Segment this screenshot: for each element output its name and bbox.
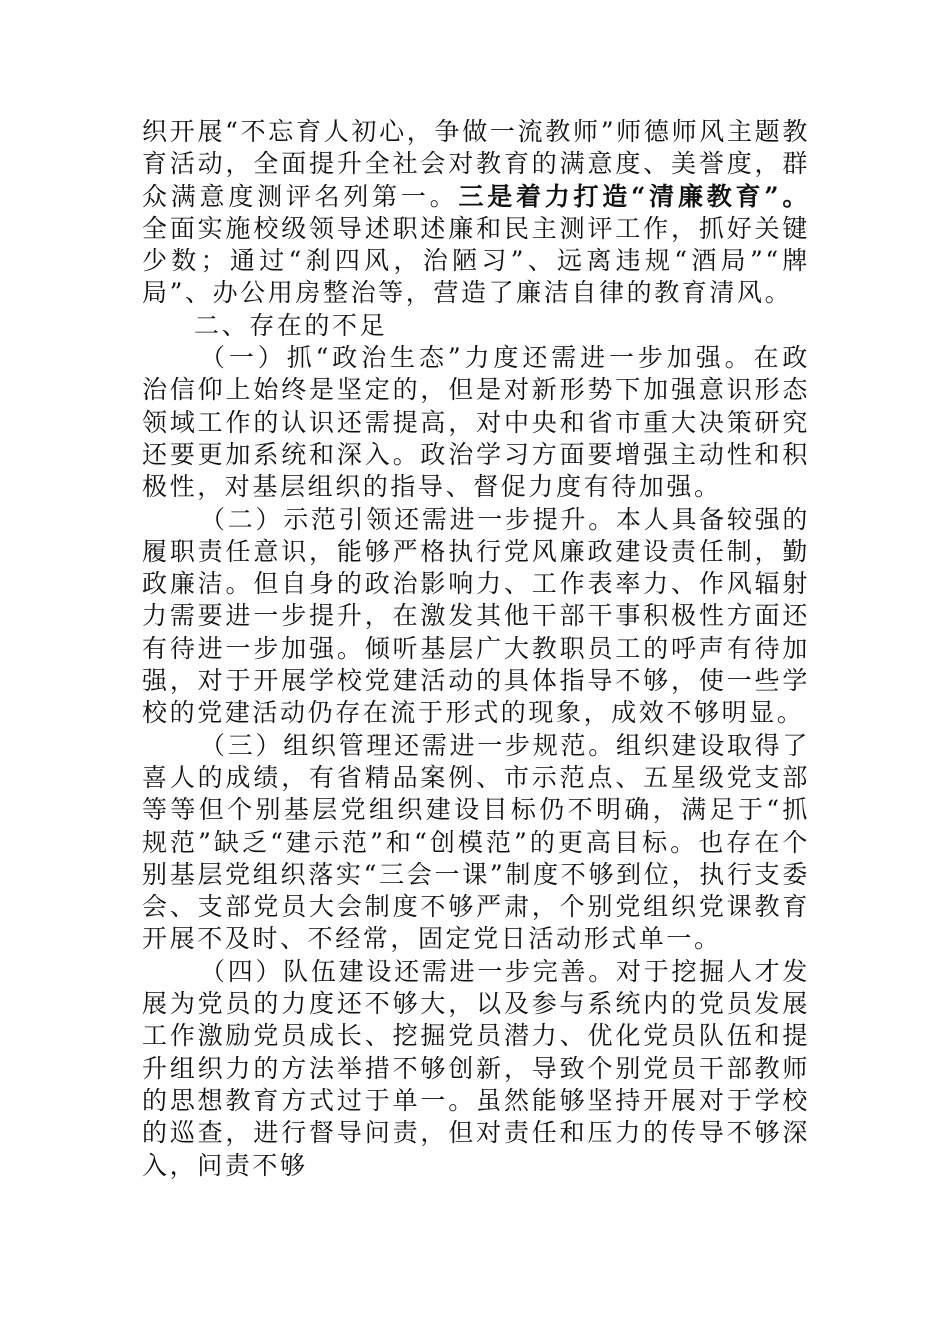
item-body: 组织建设取得了喜人的成绩，有省精品案例、市示范点、五星级党支部等等但个别基层党组织建设目标仍不明确，满足于“抓规范”缺乏“建示范”和“创模范”的更高目标。也存在个别基层党组织落实“三会一课”制度不够到位，执行支委会、支部党员大会制度不够严肃，个别党组织党课教育开展不及时、不经常，固定党日活动形式单一。 [142,730,810,954]
paragraph-text: 全面实施校级领导述职述廉和民主测评工作，抓好关键少数；通过“刹四风，治陋习”、远离违规“酒局”“牌局”、办公用房整治等，营造了廉洁自律的教育清风。 [142,213,810,308]
paragraph-text: 织开展“不忘育人初心，争做一流教师”师德师风主题教育活动，全面提升全社会对教育的满意度、美誉度，群众满意度测评名列第一。 [142,117,810,211]
paragraph-item-3 [142,730,810,956]
paragraph-bold-lead: 三是着力打造“清廉教育”。 [458,181,810,211]
paragraph-continued [142,116,810,310]
item-body: 对于挖掘人才发展为党员的力度还不够大，以及参与系统内的党员发展工作激励党员成长、挖掘党员潜力、优化党员队伍和提升组织力的方法举措不够创新，导致个别党员干部教师的思想教育方式过于单一。虽然能够坚持开展对于学校的巡查，进行督导问责，但对责任和压力的传导不够深入，问责不够 [142,956,810,1180]
item-title: （二）示范引领还需进一步提升。 [200,504,616,534]
item-title: （一）抓“政治生态”力度还需进一步加强。 [200,343,754,373]
item-title: （四）队伍建设还需进一步完善。 [200,956,616,986]
paragraph-item-4 [142,956,810,1182]
item-title: （三）组织管理还需进一步规范。 [200,730,616,760]
paragraph-item-2 [142,504,810,730]
item-body: 在政治信仰上始终是坚定的，但是对新形势下加强意识形态领域工作的认识还需提高，对中央和省市重大决策研究还要更加系统和深入。政治学习方面要增强主动性和积极性，对基层组织的指导、督促力度有待加强。 [142,343,810,502]
item-body: 本人具备较强的履职责任意识，能够严格执行党风廉政建设责任制，勤政廉洁。但自身的政治影响力、工作表率力、作风辐射力需要进一步提升，在激发其他干部干事积极性方面还有待进一步加强。倾听基层广大教职员工的呼声有待加强，对于开展学校党建活动的具体指导不够，使一些学校的党建活动仍存在流于形式的现象，成效不够明显。 [142,504,810,728]
section-heading: 二、存在的不足 [194,310,388,340]
paragraph-item-1 [142,342,810,503]
document-body [142,116,810,1182]
